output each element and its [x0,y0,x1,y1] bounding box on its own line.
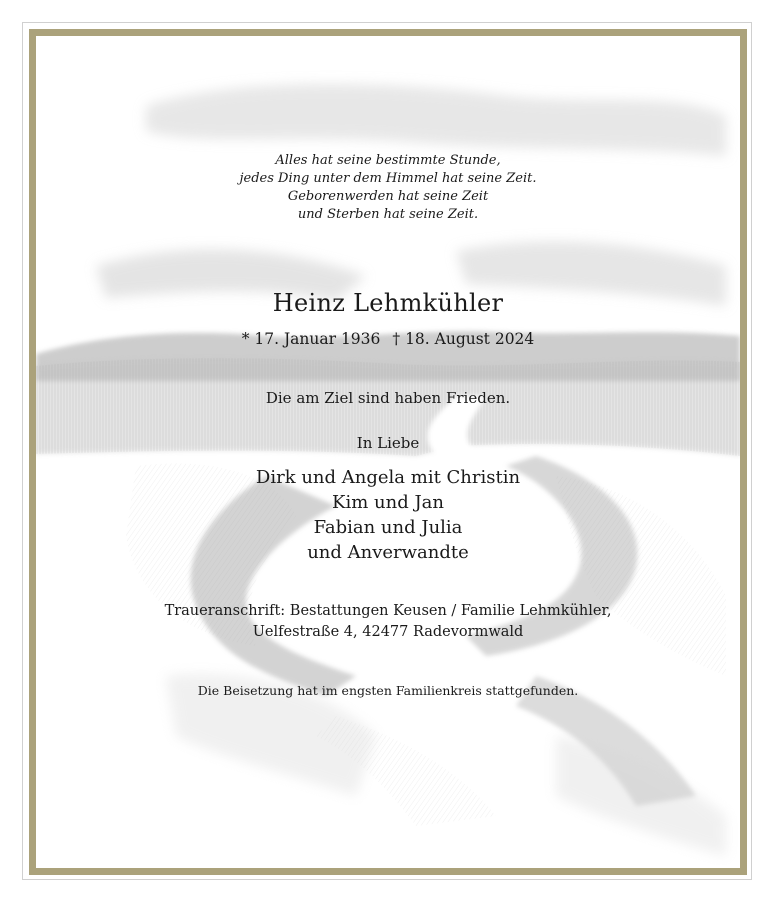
life-dates [36,329,740,349]
mourning-address [36,601,740,643]
family-line: Dirk und Angela mit Christin [255,467,521,488]
family-line: Kim und Jan [332,492,444,513]
family-line: und Anverwandte [307,542,469,563]
burial-note: Die Beisetzung hat im engsten Familienkreis stattgefunden. [197,683,579,698]
death-date: † 18. August 2024 [392,330,535,348]
verse-quote [36,152,740,224]
motto-text: Die am Ziel sind haben Frieden. [265,389,511,407]
verse-line: Geborenwerden hat seine Zeit [287,189,489,204]
address-line-2: Uelfestraße 4, 42477 Radevormwald [252,624,524,640]
birth-date: * 17. Januar 1936 [241,330,381,348]
verse-line: und Sterben hat seine Zeit. [297,207,479,222]
obituary-content [36,36,740,868]
family-line: Fabian und Julia [313,517,463,538]
verse-line: jedes Ding unter dem Himmel hat seine Zeit. [239,171,537,186]
deceased-name: Heinz Lehmkühler [272,289,504,317]
in-love-label: In Liebe [356,434,420,452]
verse-line: Alles hat seine bestimmte Stunde, [275,153,501,168]
address-line-1: Traueranschrift: Bestattungen Keusen / Familie Lehmkühler, [164,603,612,619]
family-list [36,465,740,565]
obituary-card [29,29,747,875]
